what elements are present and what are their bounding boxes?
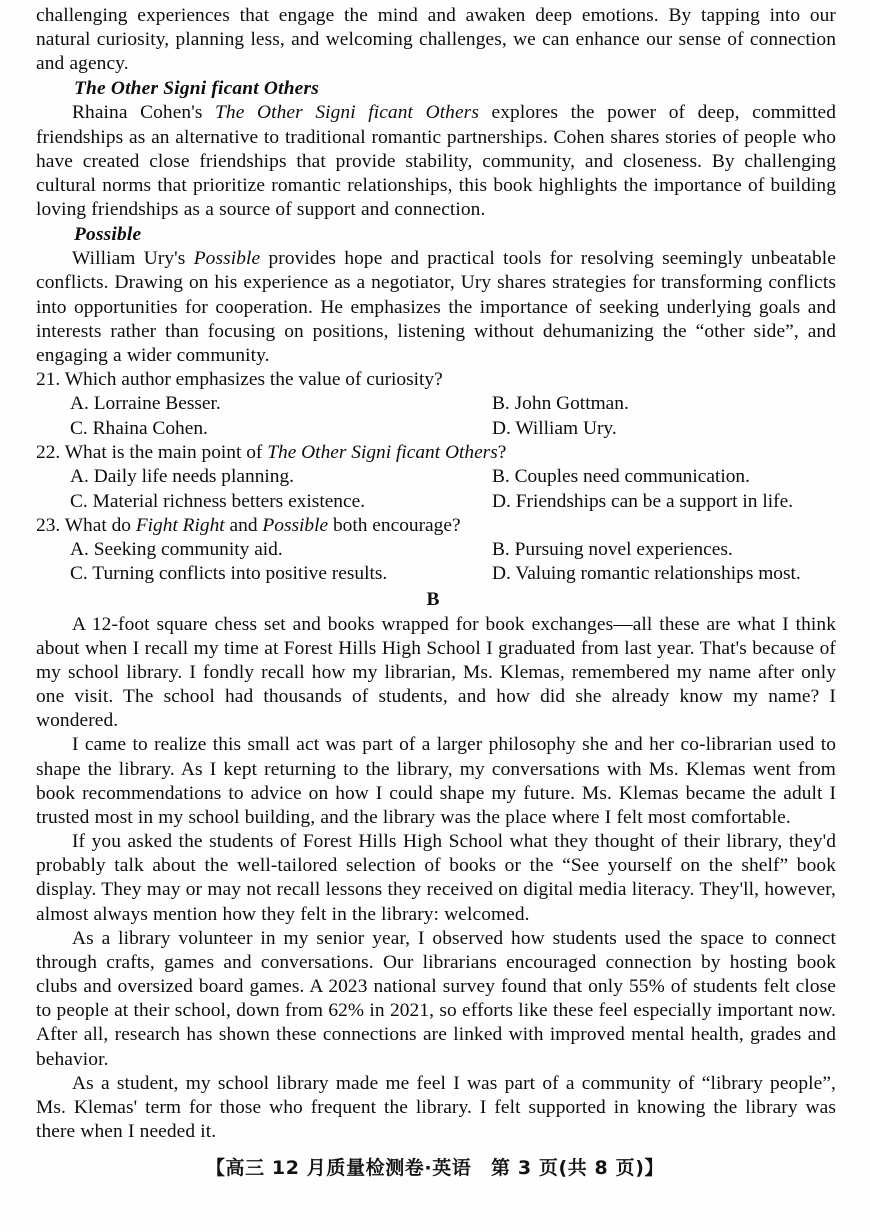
question-23-option-d[interactable]: D. Valuing romantic relationships most.: [492, 563, 801, 585]
question-22-stem-title: The Other Signi ficant Others: [267, 441, 498, 463]
para3-post: provides hope and practical tools for resolving seemingly unbeatable conflicts. Drawing on his experience as a negotiator, Ury shares strategies for transforming conflicts into opportunities for cooperation. He emphasizes the importance of seeking underlying goals and interests rather than focusing on positions, listening without dehumanizing the “other side”, and engaging a wider community.: [36, 248, 836, 366]
question-22-options-row-1: [36, 465, 836, 489]
question-23-stem-mid: and: [224, 514, 263, 536]
passage-a-paragraph-1: challenging experiences that engage the mind and awaken deep emotions. By tapping into our natural curiosity, planning less, and welcoming challenges, we can enhance our sense of connection and agency.: [36, 5, 836, 75]
book-heading-other-significant-others: The Other Signi ficant Others: [74, 78, 319, 100]
question-23-stem-post: both encourage?: [328, 514, 461, 536]
question-21-stem: Which author emphasizes the value of curiosity?: [64, 369, 443, 391]
question-21-option-b[interactable]: B. John Gottman.: [492, 393, 629, 415]
question-22-stem-pre: What is the main point of: [64, 441, 268, 463]
question-21: [36, 368, 836, 392]
section-b-paragraph-4: As a library volunteer in my senior year, I observed how students used the space to connect through crafts, games and conversations. Our librarians encouraged connection by hosting book clubs and oversized board games. A 2023 national survey found that only 55% of students felt close to people at their school, down from 62% in 2021, so efforts like these feel especially important now. After all, research has shown these connections are linked with improved mental health, grades and behavior.: [36, 927, 836, 1070]
question-22-option-b[interactable]: B. Couples need communication.: [492, 466, 750, 488]
book-heading-possible: Possible: [74, 224, 142, 246]
question-23-option-c[interactable]: C. Turning conflicts into positive results.: [70, 563, 388, 585]
question-23-stem-pre: What do: [64, 514, 136, 536]
question-22-option-c[interactable]: C. Material richness betters existence.: [70, 490, 366, 512]
passage-a-paragraph-3: [36, 247, 836, 368]
para3-pre: William Ury's: [72, 248, 194, 270]
section-letter-b: B: [426, 588, 440, 610]
question-23-number: 23.: [36, 514, 61, 536]
question-22-number: 22.: [36, 441, 61, 463]
section-b-paragraph-1: A 12-foot square chess set and books wrapped for book exchanges—all these are what I think about when I recall my time at Forest Hills High School I graduated from last year. That's because of my school library. I fondly recall how my librarian, Ms. Klemas, remembered my name after only one visit. The school had thousands of students, and how did she already know my name? I wondered.: [36, 613, 836, 732]
page-footer: 【高三 12 月质量检测卷·英语 第 3 页(共 8 页)】: [205, 1157, 665, 1179]
para2-pre: Rhaina Cohen's: [72, 102, 216, 124]
question-22: [36, 441, 836, 465]
section-b-paragraph-5: As a student, my school library made me feel I was part of a community of “library people”, Ms. Klemas' term for those who frequent the library. I felt supported in knowing the library was there when I needed it.: [36, 1072, 836, 1142]
question-23-options-row-1: [36, 538, 836, 562]
question-22-stem-post: ?: [497, 441, 507, 463]
question-23: [36, 514, 836, 538]
question-21-options-row-2: [36, 417, 836, 441]
question-21-option-a[interactable]: A. Lorraine Besser.: [70, 393, 221, 415]
question-23-stem-title-2: Possible: [262, 514, 329, 536]
question-23-option-a[interactable]: A. Seeking community aid.: [70, 539, 283, 561]
question-21-number: 21.: [36, 369, 61, 391]
question-21-option-d[interactable]: D. William Ury.: [492, 417, 617, 439]
section-b-paragraph-3: If you asked the students of Forest Hills High School what they thought of their library, they'd probably talk about the well-tailored selection of books or the “See yourself on the shelf” book display. They may or may not recall lessons they received on digital media literacy. They'll, however, almost always mention how they felt in the library: welcomed.: [36, 831, 836, 925]
section-b-paragraph-2: I came to realize this small act was part of a larger philosophy she and her co-librarian used to shape the library. As I kept returning to the library, my conversations with Ms. Klemas went from book recommendations to advice on how I could shape my future. Ms. Klemas became the adult I trusted most in my school building, and the library was the place where I felt most comfortable.: [36, 734, 836, 828]
question-21-options-row-1: [36, 392, 836, 416]
question-23-options-row-2: [36, 562, 836, 586]
question-23-option-b[interactable]: B. Pursuing novel experiences.: [492, 539, 733, 561]
question-21-option-c[interactable]: C. Rhaina Cohen.: [70, 417, 208, 439]
question-23-stem-title-1: Fight Right: [135, 514, 225, 536]
para2-post: explores the power of deep, committed friendships as an alternative to traditional romantic partnerships. Cohen shares stories of people who have created close friendships that provide stability, community, and closeness. By challenging cultural norms that prioritize romantic relationships, this book highlights the importance of building loving friendships as a source of support and connection.: [36, 102, 836, 221]
question-22-option-a[interactable]: A. Daily life needs planning.: [70, 466, 295, 488]
passage-a-paragraph-2: [36, 101, 836, 222]
question-22-option-d[interactable]: D. Friendships can be a support in life.: [492, 490, 794, 512]
para2-book-title: The Other Signi ficant Others: [215, 102, 479, 124]
para3-book-title: Possible: [193, 248, 261, 270]
question-22-options-row-2: [36, 490, 836, 514]
page-content: [36, 4, 836, 1144]
